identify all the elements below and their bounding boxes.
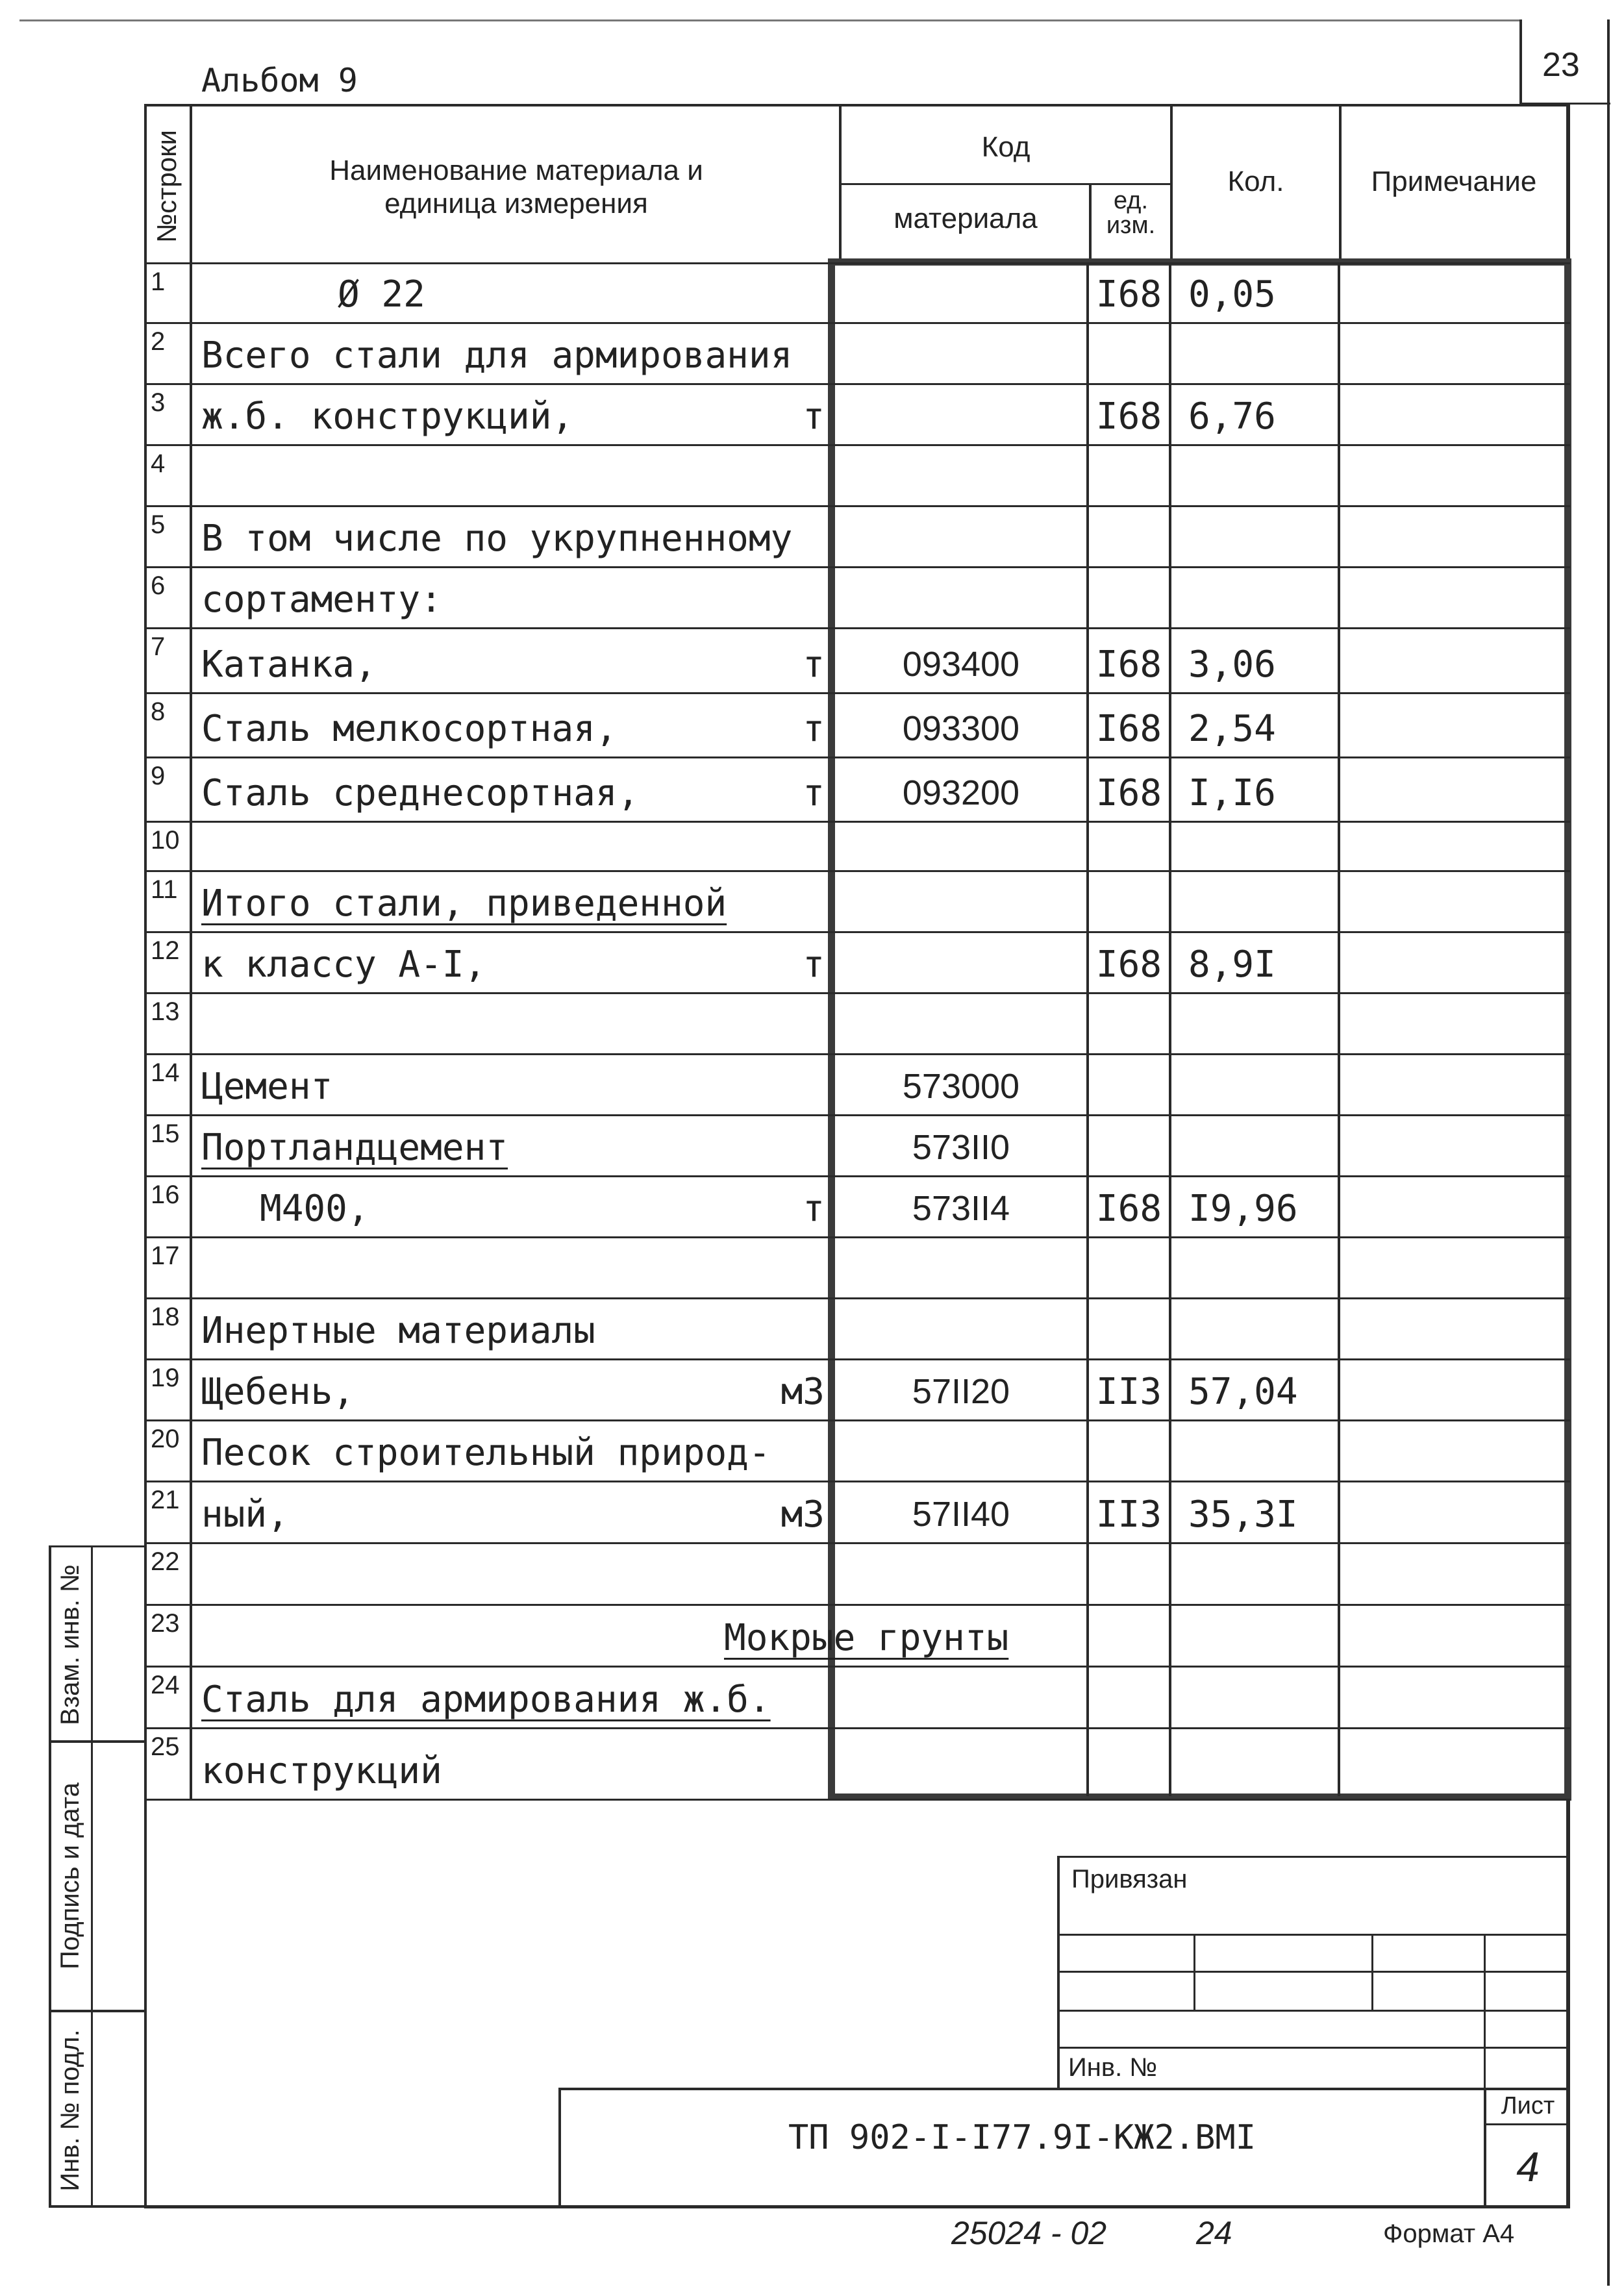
row-unit: м3	[781, 1371, 825, 1413]
row-line	[144, 1114, 1570, 1116]
row-number: 5	[151, 510, 166, 539]
row-unit-code: II3	[1095, 1371, 1162, 1413]
row-unit: т	[803, 1188, 825, 1230]
side-label-podpis: Подпись и дата	[56, 1782, 84, 1969]
row-line	[144, 1419, 1570, 1421]
stamp-main-top	[558, 2088, 1570, 2090]
row-number: 9	[151, 762, 166, 790]
row-number: 14	[151, 1058, 180, 1087]
header-note: Примечание	[1371, 166, 1537, 197]
stamp-sheet-split	[1484, 2123, 1570, 2125]
footer-number: 25024 - 02	[951, 2215, 1107, 2251]
row-number: 24	[151, 1671, 180, 1699]
row-name: ный,	[201, 1493, 289, 1536]
footer-format: Формат А4	[1383, 2219, 1515, 2248]
row-number: 10	[151, 826, 180, 855]
row-unit-code: I68	[1095, 708, 1162, 750]
row-name: Цемент	[201, 1066, 333, 1108]
row-number: 18	[151, 1303, 180, 1331]
stamp-privyazan-label: Привязан	[1071, 1865, 1188, 1893]
header-code: Код	[981, 131, 1031, 163]
row-material-code: 093200	[902, 773, 1020, 812]
row-number: 2	[151, 327, 166, 356]
side-strip-sep2	[49, 2010, 146, 2012]
row-number: 20	[151, 1425, 180, 1453]
row-unit: т	[803, 644, 825, 686]
row-unit: м3	[781, 1493, 825, 1536]
col-unitcode-left	[1086, 262, 1089, 1796]
row-line	[144, 992, 1570, 994]
row-name: В том числе по укрупненному	[201, 518, 793, 560]
row-unit: т	[803, 944, 825, 986]
row-qty: 8,9I	[1188, 944, 1276, 986]
stamp-grid-v2	[1371, 1934, 1373, 2012]
row-line	[144, 1799, 1570, 1801]
row-name: Ø 22	[338, 273, 425, 316]
stamp-grid-v3	[1484, 1934, 1486, 2090]
row-name: Сталь мелкосортная,	[201, 708, 618, 750]
col-qty-right	[1338, 262, 1340, 1796]
row-name: Катанка,	[201, 644, 377, 686]
row-name: Итого стали, приведенной	[201, 882, 727, 925]
row-qty: I,I6	[1188, 772, 1276, 814]
row-name: М400,	[260, 1188, 369, 1230]
stamp-sheet-label: Лист	[1501, 2092, 1555, 2119]
row-number: 25	[151, 1732, 180, 1761]
row-number: 8	[151, 697, 166, 726]
row-unit-code: I68	[1095, 644, 1162, 686]
stamp-privyazan-left	[1057, 1856, 1060, 2090]
row-line	[144, 566, 1570, 568]
row-unit: т	[803, 708, 825, 750]
row-name: Сталь для армирования ж.б.	[201, 1679, 771, 1721]
row-material-code: 093300	[902, 709, 1020, 748]
row-number: 3	[151, 388, 166, 417]
row-name: Инертные материалы	[201, 1310, 595, 1352]
row-unit-code: I68	[1095, 395, 1162, 438]
row-qty: 57,04	[1188, 1371, 1298, 1413]
row-material-code: 573II0	[912, 1128, 1010, 1167]
row-number: 4	[151, 449, 166, 478]
row-number: 7	[151, 632, 166, 661]
row-name: Портландцемент	[201, 1127, 508, 1169]
row-qty: 0,05	[1188, 273, 1276, 316]
row-line	[144, 1481, 1570, 1482]
row-qty: 6,76	[1188, 395, 1276, 438]
row-number: 16	[151, 1181, 180, 1209]
row-number: 11	[151, 875, 178, 904]
row-line	[144, 383, 1570, 385]
row-material-code: 093400	[902, 645, 1020, 684]
row-name: к классу А-I,	[201, 944, 486, 986]
row-unit: т	[803, 772, 825, 814]
row-line	[144, 692, 1570, 694]
row-name: Сталь среднесортная,	[201, 772, 640, 814]
row-name: ж.б. конструкций,	[201, 395, 574, 438]
row-number: 6	[151, 571, 166, 600]
stamp-grid-h3	[1057, 2010, 1570, 2012]
row-number: 1	[151, 268, 166, 296]
row-line	[144, 262, 1570, 264]
row-unit-code: I68	[1095, 944, 1162, 986]
col-unitcode-right	[1169, 262, 1171, 1796]
row-material-code: 57II40	[912, 1495, 1010, 1534]
side-label-inv-podl: Инв. № подл.	[56, 2029, 84, 2192]
row-unit: т	[803, 395, 825, 438]
header-name: Наименование материала и единица измерения	[329, 155, 703, 219]
row-number: 12	[151, 936, 180, 965]
row-number: 13	[151, 997, 180, 1026]
row-line	[144, 1236, 1570, 1238]
row-material-code: 57II20	[912, 1372, 1010, 1411]
row-unit-code: II3	[1095, 1493, 1162, 1536]
row-line	[144, 1727, 1570, 1729]
stamp-grid-h4	[1057, 2047, 1570, 2049]
row-qty: I9,96	[1188, 1188, 1298, 1230]
row-line	[144, 1175, 1570, 1177]
album-label: Альбом 9	[201, 62, 358, 99]
row-name: конструкций	[201, 1750, 442, 1792]
header-row-no: №строки	[151, 130, 182, 243]
row-line	[144, 1053, 1570, 1055]
header-qty: Кол.	[1227, 166, 1284, 197]
row-unit-code: I68	[1095, 1188, 1162, 1230]
stamp-sheet-number: 4	[1516, 2143, 1540, 2190]
header-material: материала	[893, 203, 1038, 234]
row-line	[144, 821, 1570, 823]
row-name: сортаменту:	[201, 579, 442, 621]
stamp-grid-h2	[1057, 1971, 1570, 1973]
row-number: 15	[151, 1119, 180, 1148]
row-name: Песок строительный природ-	[201, 1432, 771, 1474]
stamp-designation: ТП 902-I-I77.9I-КЖ2.ВМI	[788, 2118, 1256, 2157]
row-line	[144, 1666, 1570, 1668]
header-unit-code: ед. изм.	[1106, 187, 1156, 239]
row-name: Мокрые грунты	[724, 1617, 1009, 1659]
row-line	[144, 322, 1570, 324]
row-name: Щебень,	[201, 1371, 355, 1413]
row-line	[144, 1604, 1570, 1606]
row-line	[144, 505, 1570, 507]
footer-page: 24	[1196, 2215, 1232, 2251]
row-qty: 35,3I	[1188, 1493, 1298, 1536]
side-label-vzam: Взам. инв. №	[56, 1564, 84, 1725]
side-strip-left	[49, 1545, 51, 2208]
row-number: 17	[151, 1242, 180, 1270]
row-line	[144, 870, 1570, 872]
side-strip-inner	[91, 1545, 93, 2208]
row-line	[144, 931, 1570, 933]
row-unit-code: I68	[1095, 772, 1162, 814]
stamp-privyazan-top	[1057, 1856, 1570, 1858]
row-line	[144, 1297, 1570, 1299]
row-number: 22	[151, 1547, 180, 1576]
page-number: 23	[1542, 46, 1580, 84]
row-number: 23	[151, 1609, 180, 1638]
stamp-grid-v1	[1193, 1934, 1195, 2012]
row-unit-code: I68	[1095, 273, 1162, 316]
row-qty: 2,54	[1188, 708, 1276, 750]
row-material-code: 573II4	[912, 1189, 1010, 1228]
row-line	[144, 444, 1570, 446]
row-line	[144, 1542, 1570, 1544]
row-line	[144, 627, 1570, 629]
row-qty: 3,06	[1188, 644, 1276, 686]
row-number: 19	[151, 1364, 180, 1392]
stamp-grid-h1	[1057, 1934, 1570, 1936]
row-line	[144, 1358, 1570, 1360]
row-line	[144, 756, 1570, 758]
row-material-code: 573000	[902, 1067, 1020, 1106]
stamp-inv-no-label: Инв. №	[1068, 2053, 1158, 2082]
row-number: 21	[151, 1486, 180, 1514]
row-name: Всего стали для армирования	[201, 334, 793, 377]
